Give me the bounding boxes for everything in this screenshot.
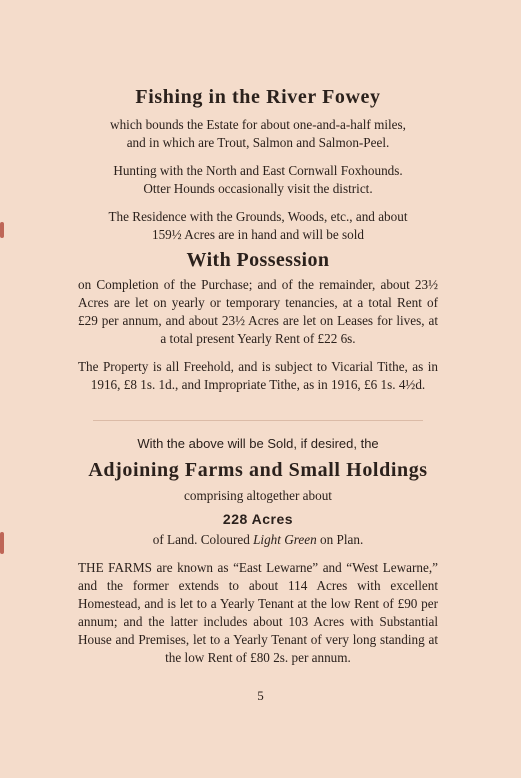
divider	[93, 420, 423, 421]
page-number: 5	[257, 688, 264, 703]
heading-adjoining-farms: Adjoining Farms and Small Holdings	[88, 459, 428, 481]
land-suffix: on Plan.	[316, 532, 364, 547]
paragraph-line: comprising altogether about	[184, 488, 332, 503]
paragraph-line: 159½ Acres are in hand and will be sold	[151, 227, 365, 242]
paragraph-line: which bounds the Estate for about one-and-a-half miles,	[110, 117, 406, 132]
heading-acres: 228 Acres	[222, 511, 294, 527]
paragraph-line: Otter Hounds occasionally visit the district.	[143, 181, 373, 196]
land-italic: Light Green	[253, 532, 317, 547]
binding-mark	[0, 222, 4, 238]
paragraph-line: and in which are Trout, Salmon and Salmon-Peel.	[126, 135, 390, 150]
paragraph-property: The Property is all Freehold, and is subject to Vicarial Tithe, as in 1916, £8 1s. 1d., and Impropriate Tithe, as in 1916, £6 1s. 4½d.	[78, 359, 438, 392]
heading-fishing: Fishing in the River Fowey	[135, 86, 381, 108]
paragraph-farms: THE FARMS are known as “East Lewarne” and “West Lewarne,” and the former extends to about 114 Acres with excellent Homestead, and is let to a Yearly Tenant at the low Rent of £90 per annum; and the latter includes about 103 Acres with Substantial House and Premises, let to a Yearly Tenant of very long standing at the low Rent of £80 2s. per annum.	[78, 560, 438, 665]
paragraph-line: With the above will be Sold, if desired, the	[137, 436, 379, 451]
land-prefix: of Land. Coloured	[152, 532, 254, 547]
paragraph-completion: on Completion of the Purchase; and of the remainder, about 23½ Acres are let on yearly or temporary tenancies, at a total Rent of £29 per annum, and about 23½ Acres are let on Leases for lives, at a total present Yearly Rent of £22 6s.	[78, 277, 438, 346]
heading-with-possession: With Possession	[186, 249, 330, 271]
binding-mark	[0, 532, 4, 554]
paragraph-line: The Residence with the Grounds, Woods, etc., and about	[108, 209, 408, 224]
page-content	[78, 84, 438, 667]
paragraph-line: Hunting with the North and East Cornwall Foxhounds.	[113, 163, 403, 178]
paragraph-land	[78, 531, 438, 549]
